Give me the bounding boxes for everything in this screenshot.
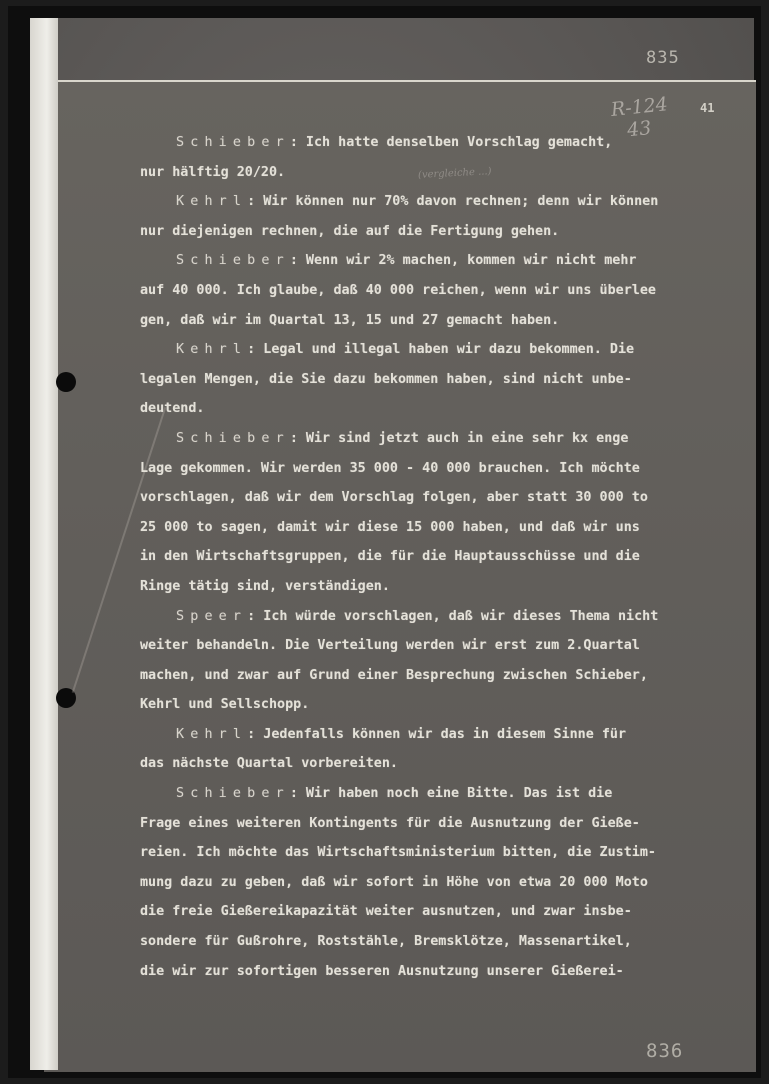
paragraph-line	[140, 217, 715, 247]
punch-hole-upper	[56, 372, 76, 392]
speaker-paragraph-line	[140, 187, 715, 217]
line-text: mung dazu zu geben, daß wir sofort in Höhe von etwa 20 000 Moto	[140, 874, 648, 890]
speaker-name: Schieber	[176, 135, 290, 150]
line-text: die freie Gießereikapazität weiter ausnutzen, und zwar insbe-	[140, 904, 632, 920]
line-text: deutend.	[140, 401, 205, 417]
line-text: das nächste Quartal vorbereiten.	[140, 756, 398, 772]
line-text: : Jedenfalls können wir das in diesem Sinne für	[247, 726, 627, 742]
line-text: : Ich würde vorschlagen, daß wir dieses Thema nicht	[247, 608, 659, 624]
page-number: 41	[700, 101, 715, 115]
line-text: legalen Mengen, die Sie dazu bekommen haben, sind nicht unbe-	[140, 371, 632, 387]
paragraph-line	[140, 158, 715, 188]
paragraph-line	[140, 394, 715, 424]
speaker-paragraph-line	[140, 128, 715, 158]
handwritten-ref-top: R-124	[609, 93, 669, 121]
paragraph-line	[140, 897, 715, 927]
line-text: nur hälftig 20/20.	[140, 164, 286, 180]
speaker-name: Kehrl	[176, 194, 248, 210]
speaker-paragraph-line	[140, 779, 715, 809]
paragraph-line	[140, 690, 715, 720]
line-text: : Wir können nur 70% davon rechnen; denn wir können	[247, 194, 659, 210]
line-text: sondere für Gußrohre, Roststähle, Bremsklötze, Massenartikel,	[140, 934, 632, 950]
line-text: gen, daß wir im Quartal 13, 15 und 27 gemacht haben.	[140, 312, 560, 328]
line-text: Ringe tätig sind, verständigen.	[140, 578, 390, 594]
speaker-name: Speer	[176, 608, 248, 624]
speaker-paragraph-line	[140, 335, 715, 365]
line-text: auf 40 000. Ich glaube, daß 40 000 reichen, wenn wir uns überlee	[140, 282, 656, 298]
handwritten-ref-bottom: 43	[626, 116, 653, 142]
archive-number-bottom: 836	[646, 1040, 684, 1062]
paragraph-line	[140, 572, 715, 602]
line-text: die wir zur sofortigen besseren Ausnutzung unserer Gießerei-	[140, 963, 624, 979]
paragraph-line	[140, 957, 715, 987]
line-text: : Ich hatte denselben Vorschlag gemacht,	[289, 135, 613, 150]
line-text: in den Wirtschaftsgruppen, die für die Hauptausschüsse und die	[140, 549, 640, 565]
line-text: nur diejenigen rechnen, die auf die Fertigung gehen.	[140, 223, 560, 239]
line-text: weiter behandeln. Die Verteilung werden wir erst zum 2.Quartal	[140, 638, 640, 654]
pencil-note: (vergleiche ...)	[417, 166, 492, 181]
paragraph-line	[140, 454, 715, 484]
speaker-paragraph-line	[140, 720, 715, 750]
paragraph-line	[140, 365, 715, 395]
speaker-paragraph-line	[140, 246, 715, 276]
line-text: : Wir haben noch eine Bitte. Das ist die	[289, 786, 613, 802]
speaker-name: Schieber	[176, 253, 290, 269]
line-text: Kehrl und Sellschopp.	[140, 697, 310, 713]
line-text: machen, und zwar auf Grund einer Besprechung zwischen Schieber,	[140, 667, 648, 683]
paragraph-line	[140, 276, 715, 306]
paragraph-line	[140, 661, 715, 691]
speaker-name: Schieber	[176, 786, 290, 802]
paragraph-line	[140, 513, 715, 543]
paragraph-line	[140, 631, 715, 661]
speaker-name: Kehrl	[176, 342, 248, 358]
line-text: vorschlagen, daß wir dem Vorschlag folgen, aber statt 30 000 to	[140, 490, 648, 506]
speaker-paragraph-line	[140, 424, 715, 454]
paragraph-line	[140, 927, 715, 957]
speaker-name: Schieber	[176, 430, 290, 446]
speaker-name: Kehrl	[176, 726, 248, 742]
archive-number-top: 835	[646, 48, 680, 68]
paragraph-line	[140, 483, 715, 513]
line-text: Frage eines weiteren Kontingents für die Ausnutzung der Gieße-	[140, 815, 640, 831]
binding-margin-strip	[30, 18, 58, 1070]
line-text: Lage gekommen. Wir werden 35 000 - 40 000 brauchen. Ich möchte	[140, 460, 640, 476]
line-text: : Wenn wir 2% machen, kommen wir nicht mehr	[289, 253, 637, 269]
line-text: reien. Ich möchte das Wirtschaftsministerium bitten, die Zustim-	[140, 845, 656, 861]
paragraph-line	[140, 809, 715, 839]
line-text: : Legal und illegal haben wir dazu bekommen. Die	[247, 342, 635, 358]
paragraph-line	[140, 838, 715, 868]
paragraph-line	[140, 749, 715, 779]
speaker-paragraph-line	[140, 602, 715, 632]
line-text: 25 000 to sagen, damit wir diese 15 000 haben, und daß wir uns	[140, 519, 640, 535]
paragraph-line	[140, 868, 715, 898]
transcript-body	[140, 128, 715, 986]
paragraph-line	[140, 542, 715, 572]
line-text: : Wir sind jetzt auch in eine sehr kx enge	[289, 430, 629, 446]
paragraph-line	[140, 306, 715, 336]
